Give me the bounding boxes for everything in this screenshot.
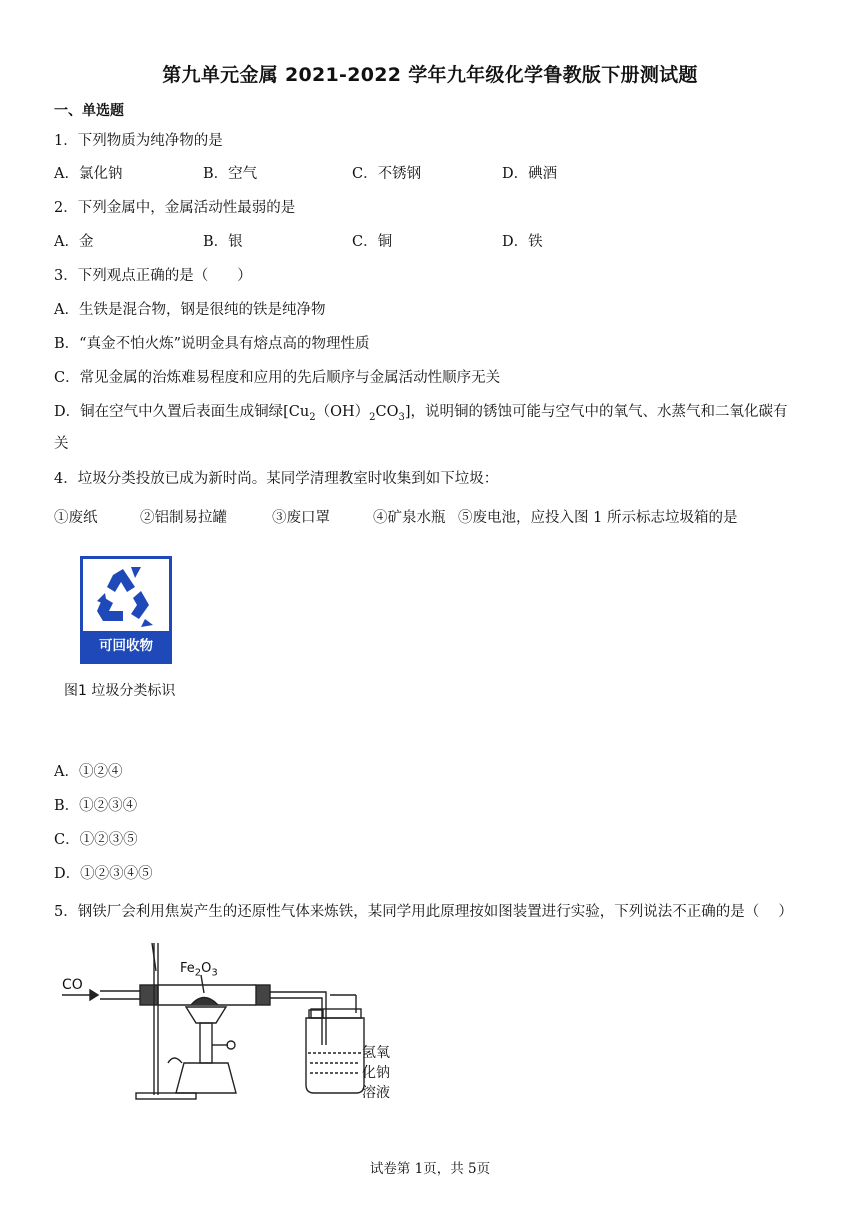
q4-item-3: ③废口罩 — [272, 510, 330, 526]
q3-option-a: A．生铁是混合物，钢是很纯的铁是纯净物 — [54, 302, 326, 318]
q4-item-5: ⑤废电池，应投入图 1 所示标志垃圾箱的是 — [458, 510, 738, 526]
recycle-icon — [83, 561, 169, 635]
label-naoh: 氢氧 化钠 溶液 — [362, 1045, 390, 1101]
q5-stem: 5．钢铁厂会利用焦炭产生的还原性气体来炼铁，某同学用此原理按如图装置进行实验，下列说法不正确的是（ ） — [54, 904, 793, 920]
q3-option-b: B．“真金不怕火炼”说明金具有熔点高的物理性质 — [54, 336, 370, 352]
q4-item-4: ④矿泉水瓶 — [373, 510, 446, 526]
q4-item-1: ①废纸 — [54, 510, 98, 526]
recycle-sign — [80, 556, 172, 664]
q2-option-d: D．铁 — [502, 234, 543, 250]
q2-option-a: A．金 — [54, 234, 94, 250]
q3-option-d-continued: 关 — [54, 436, 69, 452]
q4-item-2: ②铝制易拉罐 — [140, 510, 227, 526]
q3-option-d: D．铜在空气中久置后表面生成铜绿$[Cu_2(OH)_2CO_3]$，说明铜的锈蚀可能与空气中的氧气、水蒸气和二氧化碳有 — [54, 404, 788, 423]
q4-stem: 4．垃圾分类投放已成为新时尚。某同学清理教室时收集到如下垃圾： — [54, 471, 499, 487]
q1-option-d: D．碘酒 — [502, 166, 558, 182]
q1-option-a: A．氯化钠 — [54, 166, 123, 182]
apparatus-drawing — [56, 935, 406, 1110]
q4-option-b: B．①②③④ — [54, 798, 138, 814]
q1-option-b: B．空气 — [203, 166, 258, 182]
q1-stem: 1．下列物质为纯净物的是 — [54, 133, 223, 149]
q4-option-c: C．①②③⑤ — [54, 832, 138, 848]
figure-1-caption: 图1 垃圾分类标识 — [64, 683, 176, 699]
recycle-sign-label: 可回收物 — [83, 631, 169, 661]
q2-option-c: C．铜 — [352, 234, 393, 250]
page-title: 第九单元金属 2021-2022 学年九年级化学鲁教版下册测试题 — [162, 64, 698, 86]
q2-stem: 2．下列金属中，金属活动性最弱的是 — [54, 200, 296, 216]
q4-option-d: D．①②③④⑤ — [54, 866, 153, 882]
q1-option-c: C．不锈钢 — [352, 166, 422, 182]
label-co: CO — [62, 977, 83, 993]
q2-option-b: B．银 — [203, 234, 243, 250]
q3-option-c: C．常见金属的治炼难易程度和应用的先后顺序与金属活动性顺序无关 — [54, 370, 501, 386]
page-footer: 试卷第 1页，共 5页 — [369, 1161, 491, 1177]
label-fe2o3: $Fe_2O_3$ — [180, 961, 218, 979]
q4-option-a: A．①②④ — [54, 764, 123, 780]
section-heading: 一、单选题 — [54, 103, 124, 119]
apparatus-diagram — [56, 935, 406, 1110]
q3-stem: 3．下列观点正确的是（ ） — [54, 268, 252, 284]
